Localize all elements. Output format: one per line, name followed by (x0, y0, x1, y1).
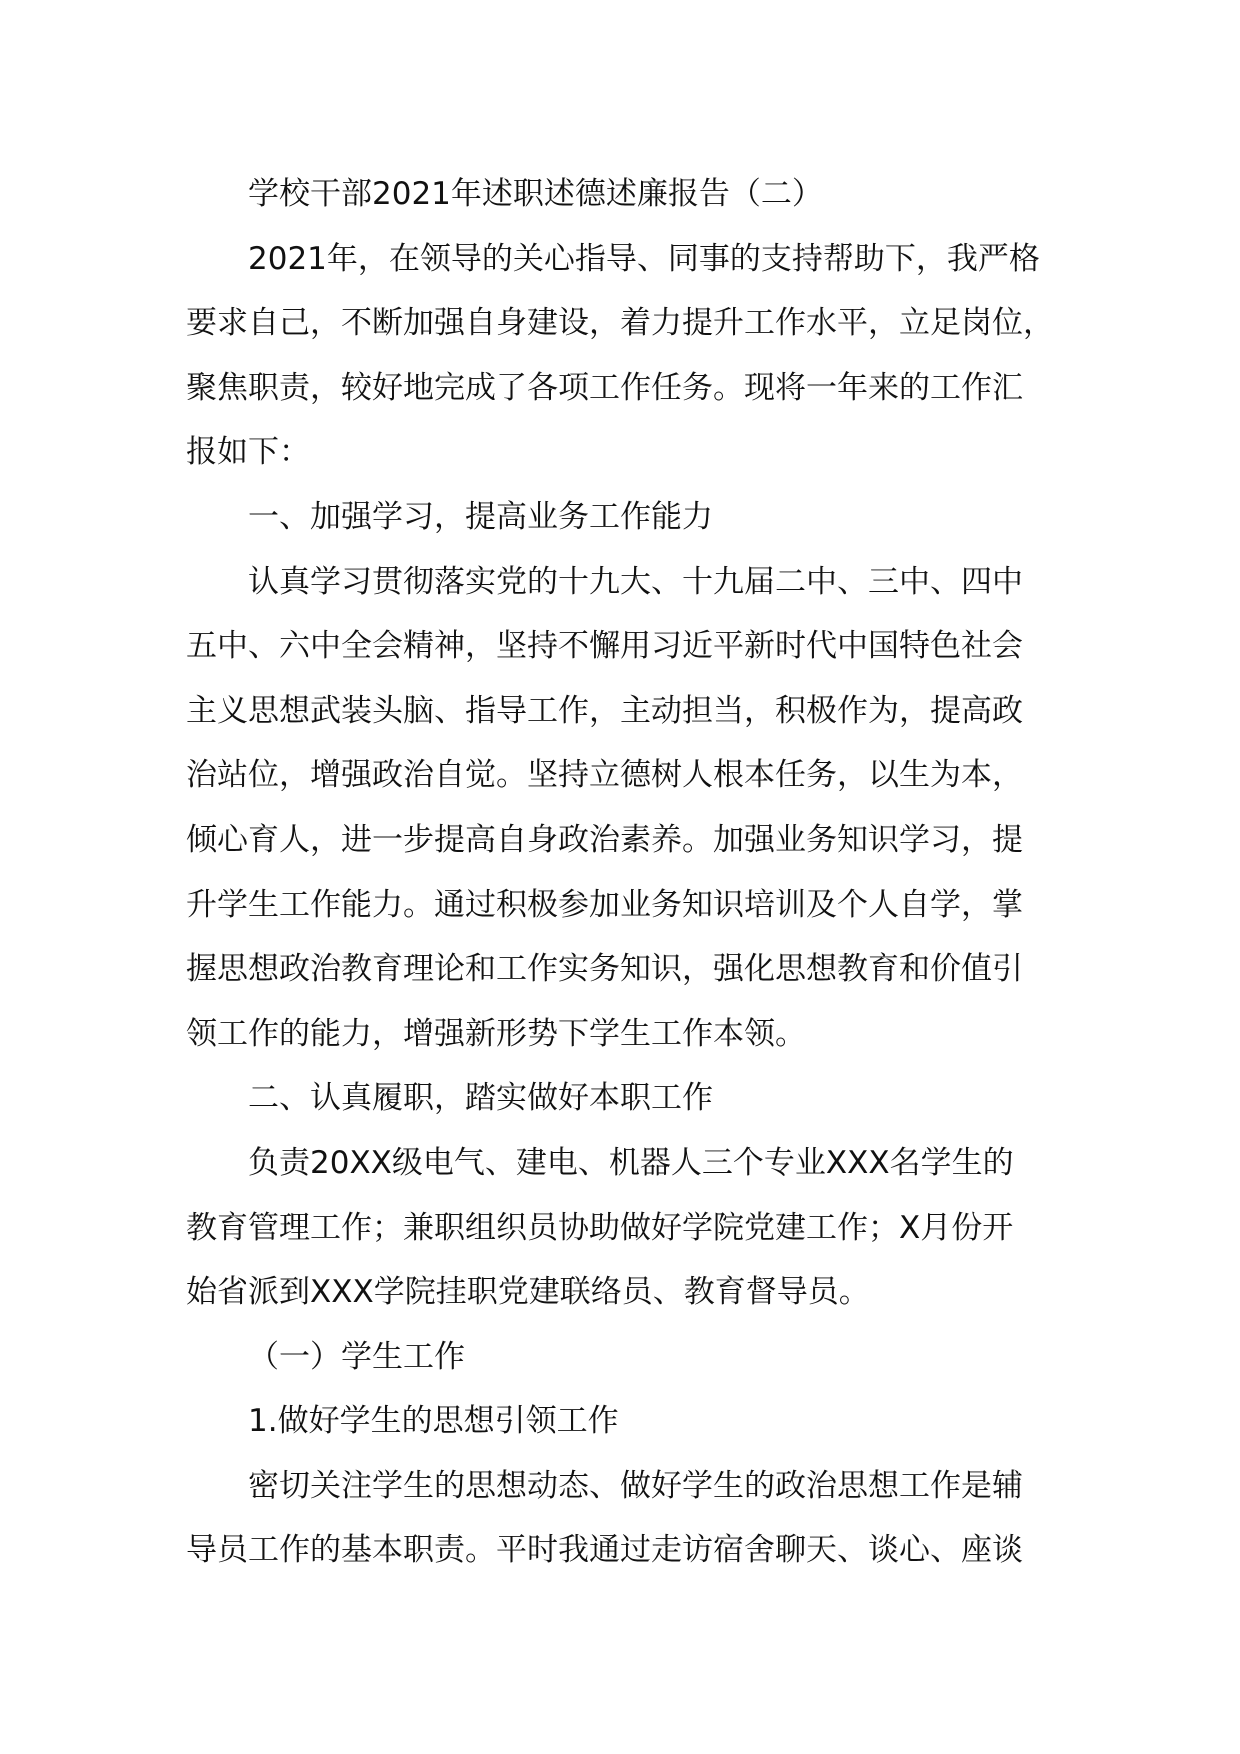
text-line: 报如下： (186, 434, 310, 471)
text-line: 领工作的能力，增强新形势下学生工作本领。 (186, 1015, 806, 1052)
section2-heading: 二、认真履职，踏实做好本职工作 (248, 1080, 713, 1117)
text-line: 2021年，在领导的关心指导、同事的支持帮助下，我严格 (248, 240, 1040, 277)
text-line: 始省派到XXX学院挂职党建联络员、教育督导员。 (186, 1274, 870, 1311)
item1-paragraph (186, 1454, 1066, 1583)
intro-paragraph (186, 227, 1066, 485)
section1-paragraph (186, 550, 1066, 1067)
document-title: 学校干部2021年述职述德述廉报告（二） (248, 176, 823, 212)
text-line: 负责20XX级电气、建电、机器人三个专业XXX名学生的 (248, 1144, 1014, 1181)
section1-heading: 一、加强学习，提高业务工作能力 (248, 498, 713, 535)
text-line: 握思想政治教育理论和工作实务知识，强化思想教育和价值引 (186, 951, 1023, 988)
document-body (186, 162, 1066, 1583)
subsection1-heading: （一）学生工作 (248, 1338, 465, 1375)
text-line: 主义思想武装头脑、指导工作，主动担当，积极作为，提高政 (186, 692, 1023, 729)
item1-heading: 1.做好学生的思想引领工作 (248, 1403, 619, 1440)
text-line: 聚焦职责，较好地完成了各项工作任务。现将一年来的工作汇 (186, 369, 1023, 406)
text-line: 要求自己，不断加强自身建设，着力提升工作水平，立足岗位， (186, 305, 1054, 342)
text-line: 导员工作的基本职责。平时我通过走访宿舍聊天、谈心、座谈 (186, 1532, 1023, 1569)
text-line: 认真学习贯彻落实党的十九大、十九届二中、三中、四中 (248, 563, 1023, 600)
text-line: 倾心育人，进一步提高自身政治素养。加强业务知识学习，提 (186, 821, 1023, 858)
text-line: 治站位，增强政治自觉。坚持立德树人根本任务，以生为本， (186, 757, 1023, 794)
text-line: 五中、六中全会精神，坚持不懈用习近平新时代中国特色社会 (186, 628, 1023, 665)
text-line: 升学生工作能力。通过积极参加业务知识培训及个人自学，掌 (186, 886, 1023, 923)
section2-paragraph (186, 1131, 1066, 1325)
text-line: 密切关注学生的思想动态、做好学生的政治思想工作是辅 (248, 1467, 1023, 1504)
text-line: 教育管理工作；兼职组织员协助做好学院党建工作；X月份开 (186, 1209, 1014, 1246)
